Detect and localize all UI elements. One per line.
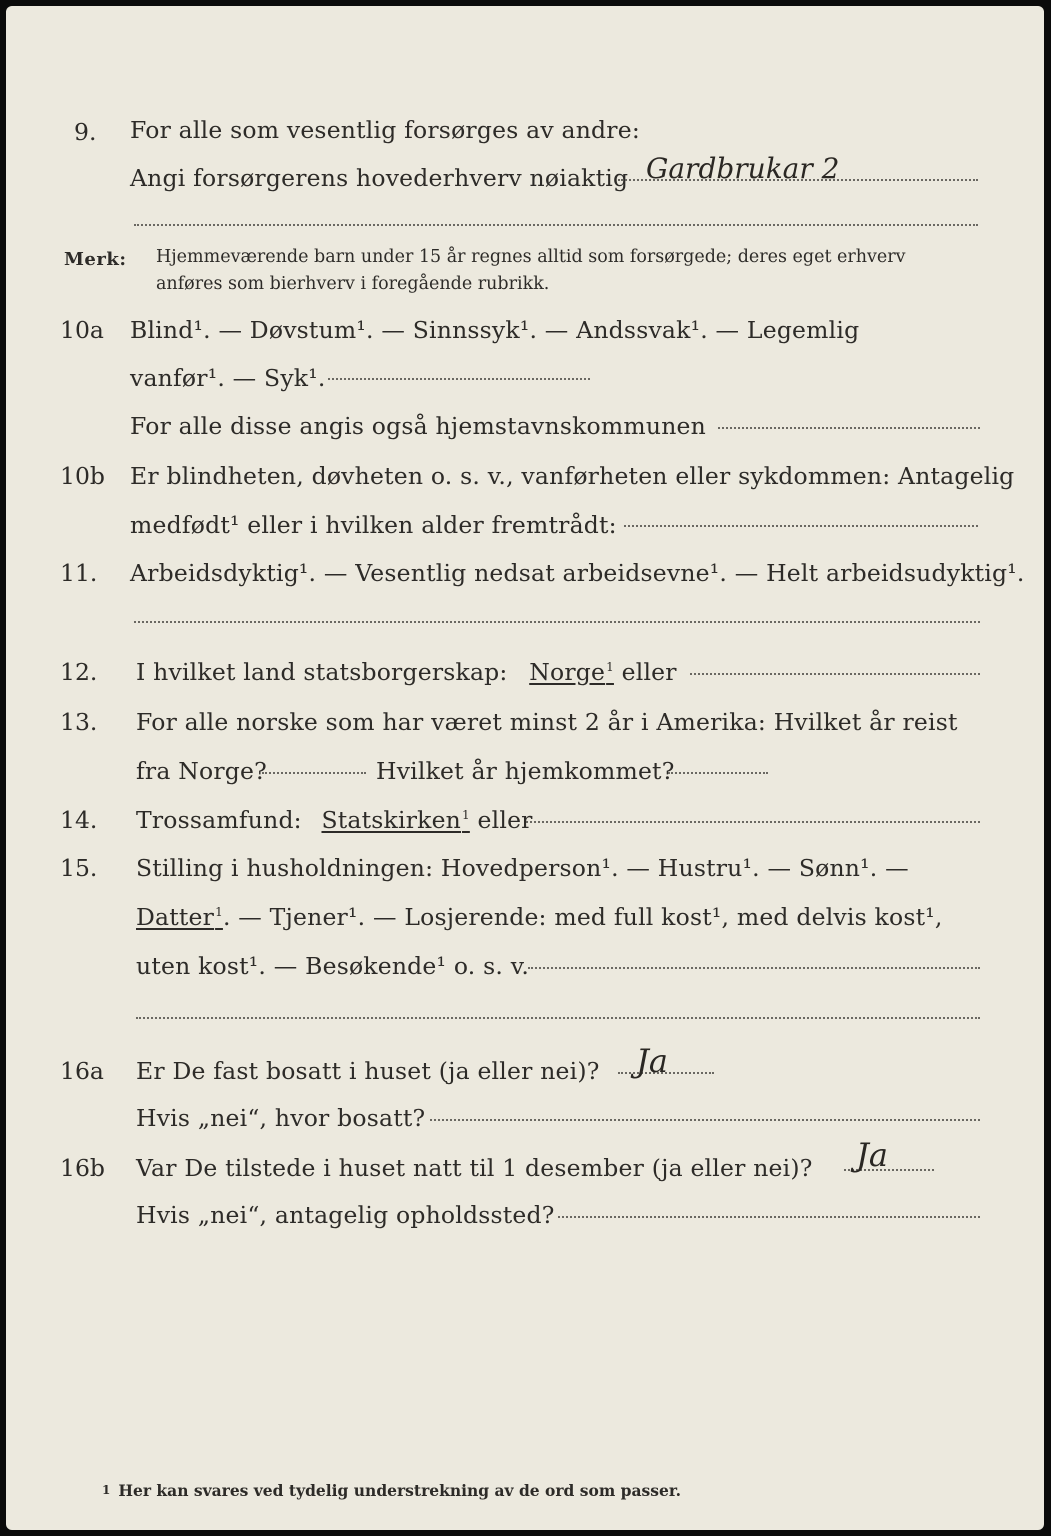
item-15-line-1: Stilling i husholdningen: Hovedperson¹. — Hustru¹. — Sønn¹. —	[136, 854, 909, 882]
item-12-question	[136, 658, 677, 686]
item-16b-line-1: Var De tilstede i huset natt til 1 desember (ja eller nei)?	[136, 1154, 813, 1182]
item-number-10b: 10b	[60, 462, 105, 490]
item-16b-residence-line	[558, 1216, 980, 1218]
item-10b-line-1: Er blindheten, døvheten o. s. v., vanførheten eller sykdommen: Antagelig	[130, 462, 1015, 490]
item-16b-line-2: Hvis „nei“, antagelig opholdssted?	[136, 1201, 555, 1229]
item-12-prefix: I hvilket land statsborgerskap:	[136, 658, 508, 686]
footnote-text: Her kan svares ved tydelig understrekning av de ord som passer.	[118, 1481, 681, 1500]
item-13-return-line	[668, 772, 768, 774]
item-13-line-2b: Hvilket år hjemkommet?	[376, 757, 675, 785]
item-15-line-2: Datter$^1$. — Tjener¹. — Losjerende: med full kost¹, med delvis kost¹,	[136, 903, 943, 931]
item-10a-answer-line	[328, 378, 590, 380]
item-number-16b: 16b	[60, 1154, 105, 1182]
item-15-option-underlined: Datter$^1$	[136, 903, 223, 931]
item-11-answer-line	[134, 621, 980, 623]
item-number-13: 13.	[60, 708, 98, 736]
item-number-12: 12.	[60, 658, 98, 686]
item-9-handwritten-answer: Gardbrukar 2	[646, 152, 840, 185]
item-16a-handwritten-answer: Ja	[636, 1042, 668, 1080]
item-10a-line-1: Blind¹. — Døvstum¹. — Sinnssyk¹. — Andssvak¹. — Legemlig	[130, 316, 860, 344]
item-15-option-text: Datter	[136, 903, 215, 931]
item-13-line-1: For alle norske som har været minst 2 år i Amerika: Hvilket år reist	[136, 708, 958, 736]
item-13-departure-line	[262, 772, 366, 774]
merk-label: Merk:	[64, 249, 127, 270]
item-16a-line-1: Er De fast bosatt i huset (ja eller nei)?	[136, 1057, 600, 1085]
item-14-question	[136, 806, 533, 834]
item-number-9: 9.	[74, 118, 97, 146]
item-14-option-underlined: Statskirken$^1$	[321, 806, 470, 834]
footnote-mark: 1	[102, 1483, 111, 1497]
item-16b-handwritten-answer: Ja	[856, 1136, 888, 1174]
footnote	[102, 1481, 681, 1500]
item-9-line-1: For alle som vesentlig forsørges av andre:	[130, 116, 640, 144]
merk-line-2: anføres som bierhverv i foregående rubrikk.	[156, 274, 550, 294]
item-10a-line-3: For alle disse angis også hjemstavnskommunen	[130, 412, 706, 440]
item-15-line-2-rest: — Tjener¹. — Losjerende: med full kost¹, med delvis kost¹,	[238, 903, 943, 931]
item-11-line-1: Arbeidsdyktig¹. — Vesentlig nedsat arbeidsevne¹. — Helt arbeidsudyktig¹.	[130, 559, 1025, 587]
item-10a-hometown-line	[718, 427, 980, 429]
merk-line-1: Hjemmeværende barn under 15 år regnes alltid som forsørgede; deres eget erhverv	[156, 247, 906, 267]
item-14-suffix: eller	[477, 806, 533, 834]
item-10b-answer-line	[624, 525, 978, 527]
item-number-10a: 10a	[60, 316, 104, 344]
item-16a-line-2: Hvis „nei“, hvor bosatt?	[136, 1104, 426, 1132]
item-10a-line-2: vanfør¹. — Syk¹.	[130, 364, 326, 392]
item-9-line-2: Angi forsørgerens hovederhverv nøiaktig	[130, 164, 629, 192]
item-number-15: 15.	[60, 854, 98, 882]
census-form-page	[6, 6, 1044, 1530]
item-15-extra-line	[136, 1017, 980, 1019]
item-number-16a: 16a	[60, 1057, 104, 1085]
item-12-suffix: eller	[621, 658, 677, 686]
item-10b-line-2: medfødt¹ eller i hvilken alder fremtrådt:	[130, 511, 617, 539]
item-9-extra-line	[134, 224, 978, 226]
item-14-option-text: Statskirken	[321, 806, 462, 834]
item-number-14: 14.	[60, 806, 98, 834]
item-12-option-underlined: Norge$^1$	[529, 658, 614, 686]
item-12-option-text: Norge	[529, 658, 606, 686]
item-16a-residence-line	[430, 1119, 980, 1121]
item-15-answer-line	[528, 967, 980, 969]
item-12-answer-line	[690, 673, 980, 675]
item-13-line-2a: fra Norge?	[136, 757, 267, 785]
item-number-11: 11.	[60, 559, 98, 587]
item-14-prefix: Trossamfund:	[136, 806, 302, 834]
item-15-line-3: uten kost¹. — Besøkende¹ o. s. v.	[136, 952, 530, 980]
item-14-answer-line	[526, 821, 980, 823]
